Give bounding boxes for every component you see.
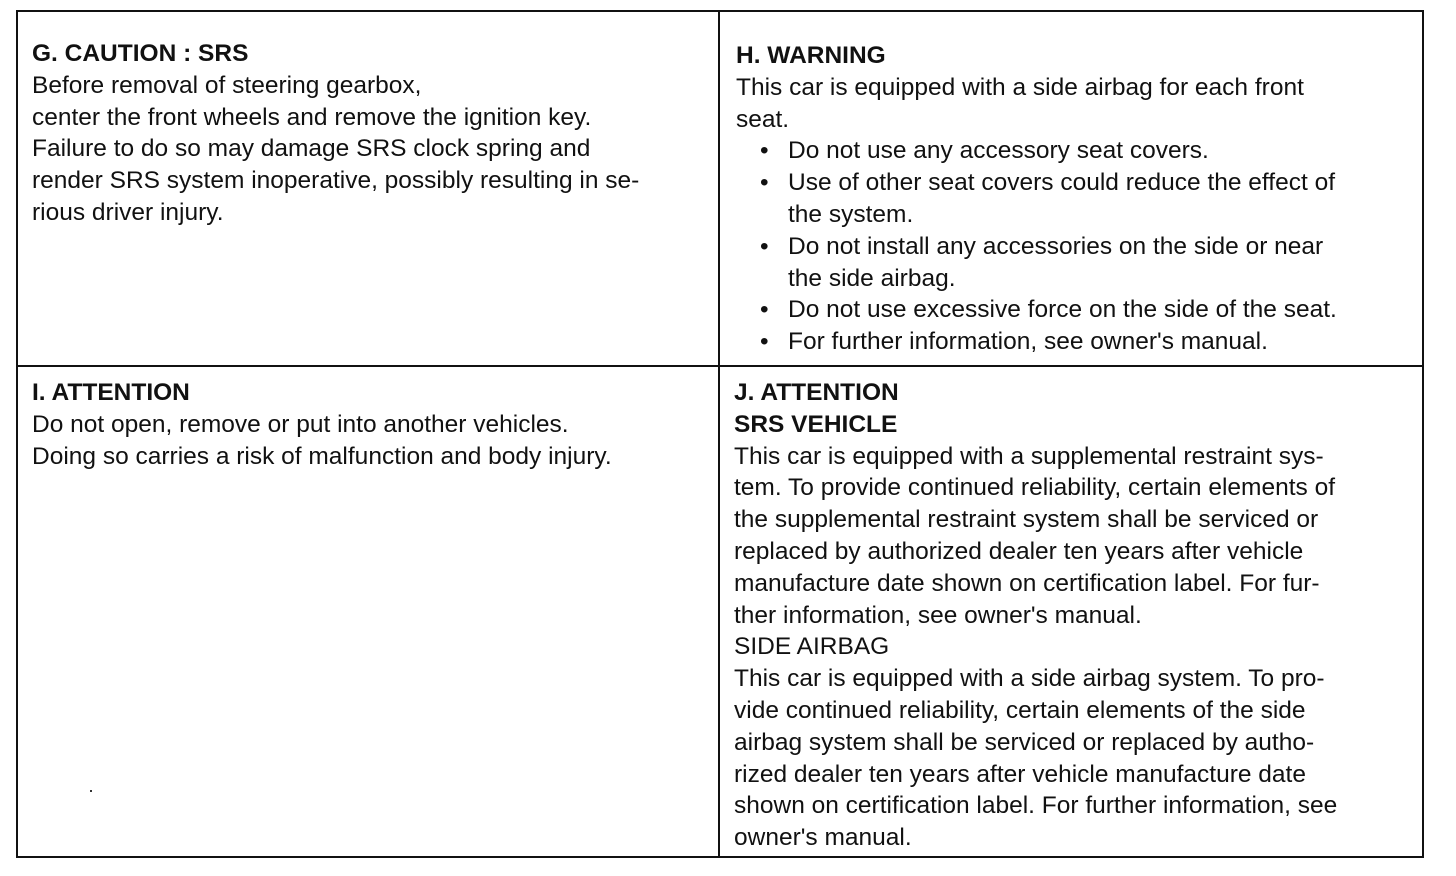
attention-cell-i [18, 367, 720, 856]
attention-heading-i: I. ATTENTION [32, 379, 190, 406]
srs-line: manufacture date shown on certification label. For fur- [734, 569, 1320, 597]
bullet-item [760, 294, 1412, 326]
bullet-text: the system. [788, 200, 914, 228]
bullet-item [760, 167, 1412, 231]
side-airbag-line: vide continued reliability, certain elements of the side [734, 696, 1306, 724]
side-airbag-line: airbag system shall be serviced or replaced by autho- [734, 728, 1315, 756]
attention-cell-j [720, 367, 1422, 856]
side-airbag-line: rized dealer ten years after vehicle manufacture date [734, 760, 1306, 788]
attention-line: Do not open, remove or put into another vehicles. [32, 410, 569, 438]
caution-srs-cell [18, 12, 720, 367]
warning-line: This car is equipped with a side airbag for each front [736, 73, 1304, 101]
bullet-item [760, 135, 1412, 167]
srs-line: ther information, see owner's manual. [734, 601, 1142, 629]
warning-heading: H. WARNING [736, 42, 886, 69]
bullet-text: Use of other seat covers could reduce the effect of [788, 169, 1336, 197]
side-airbag-line: owner's manual. [734, 824, 912, 852]
bullet-text: Do not use excessive force on the side of the seat. [788, 296, 1337, 324]
srs-line: replaced by authorized dealer ten years after vehicle [734, 537, 1304, 565]
srs-line: tem. To provide continued reliability, certain elements of [734, 474, 1336, 502]
side-airbag-subheading: SIDE AIRBAG [734, 633, 890, 661]
bullet-icon: • [760, 169, 769, 197]
bullet-icon: • [760, 328, 769, 356]
caution-line: Before removal of steering gearbox, [32, 71, 422, 99]
warning-cell [720, 12, 1422, 367]
bullet-item [760, 231, 1412, 295]
bullet-icon: • [760, 296, 769, 324]
srs-vehicle-subheading: SRS VEHICLE [734, 410, 898, 438]
attention-line: Doing so carries a risk of malfunction and body injury. [32, 442, 612, 470]
caution-line: Failure to do so may damage SRS clock spring and [32, 135, 591, 163]
srs-line: This car is equipped with a supplemental restraint sys- [734, 442, 1324, 470]
caution-line: rious driver injury. [32, 198, 224, 226]
scan-speck [90, 790, 92, 792]
bullet-text: Do not install any accessories on the side or near [788, 232, 1324, 260]
bullet-icon: • [760, 137, 769, 165]
attention-heading-j: J. ATTENTION [734, 379, 899, 406]
caution-srs-heading: G. CAUTION : SRS [32, 40, 249, 67]
side-airbag-line: shown on certification label. For further information, see [734, 792, 1338, 820]
bullet-icon: • [760, 232, 769, 260]
bullet-text: Do not use any accessory seat covers. [788, 137, 1209, 165]
warning-line: seat. [736, 105, 790, 133]
bullet-text: For further information, see owner's manual. [788, 328, 1268, 356]
caution-line: render SRS system inoperative, possibly resulting in se- [32, 167, 640, 195]
label-table [16, 10, 1424, 858]
bullet-text: the side airbag. [788, 264, 956, 292]
side-airbag-line: This car is equipped with a side airbag system. To pro- [734, 665, 1325, 693]
srs-line: the supplemental restraint system shall be serviced or [734, 506, 1319, 534]
bullet-item [760, 326, 1412, 358]
caution-line: center the front wheels and remove the ignition key. [32, 103, 592, 131]
warning-bullet-list [736, 135, 1412, 358]
